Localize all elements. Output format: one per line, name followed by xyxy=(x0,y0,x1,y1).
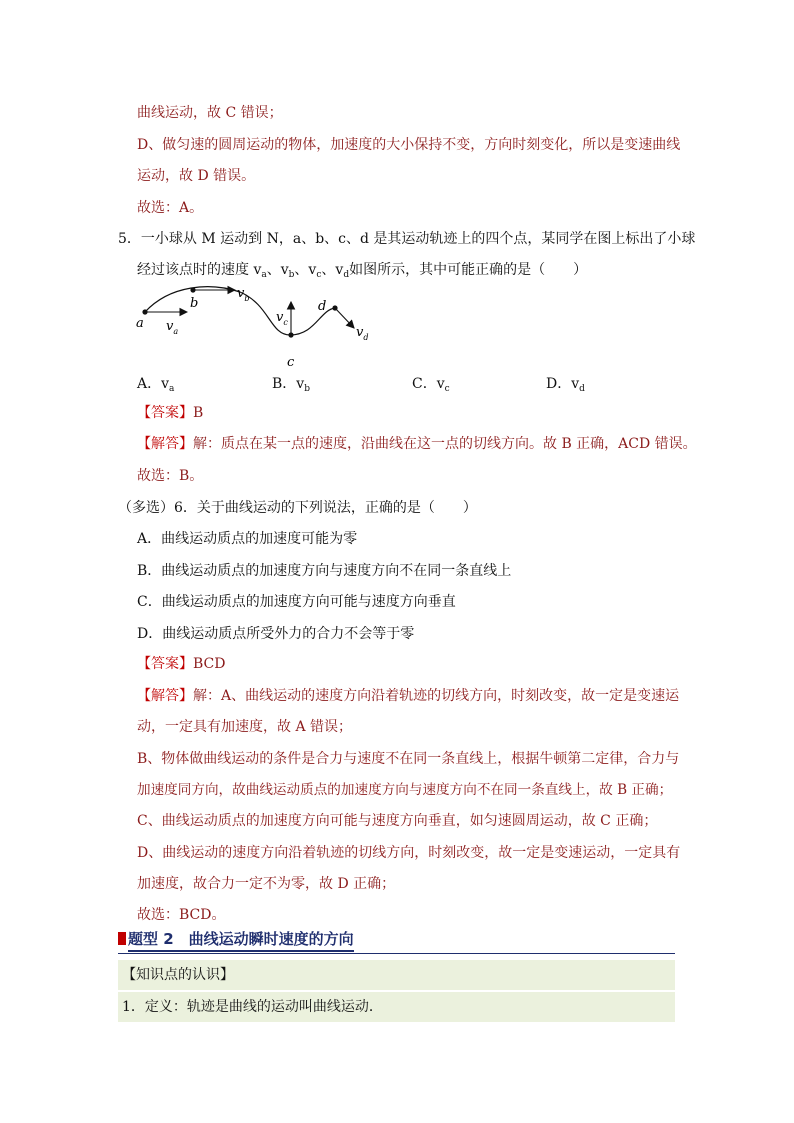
analysis-text-line: 加速度同方向，故曲线运动质点的加速度方向与速度方向不在同一条直线上，故 B 正确； xyxy=(137,782,673,798)
label-a: a xyxy=(136,316,144,331)
label-b: b xyxy=(190,296,199,311)
label-vb: $v_b$ xyxy=(237,286,250,303)
subscript: c xyxy=(444,384,450,394)
analysis-line xyxy=(137,434,697,454)
subscript: c xyxy=(316,270,322,280)
label-vc: $v_c$ xyxy=(276,310,288,327)
knowledge-definition-box xyxy=(118,992,675,1022)
option-c xyxy=(412,374,450,399)
label-vd: $v_d$ xyxy=(356,325,369,342)
question-6-stem: （多选）6．关于曲线运动的下列说法，正确的是（ ） xyxy=(118,500,477,516)
trajectory-figure xyxy=(130,280,380,372)
heading-rule xyxy=(118,953,675,954)
subscript: a xyxy=(261,270,267,280)
option-text: D．v xyxy=(546,376,580,392)
option-a: A．曲线运动质点的加速度可能为零 xyxy=(137,531,358,547)
analysis-text-line: 运动，故 D 错误。 xyxy=(137,168,256,184)
analysis-text-line: D、曲线运动的速度方向沿着轨迹的切线方向，时刻改变，故一定是变速运动，一定具有 xyxy=(137,845,681,861)
subscript: b xyxy=(304,384,310,394)
option-b: B．曲线运动质点的加速度方向与速度方向不在同一条直线上 xyxy=(137,563,512,579)
separator: 、 xyxy=(321,262,336,278)
option-a xyxy=(137,374,174,399)
label-va: $v_a$ xyxy=(166,319,179,336)
section-title: 题型 2 曲线运动瞬时速度的方向 xyxy=(128,928,354,952)
option-text: C．v xyxy=(412,376,445,392)
separator: 、 xyxy=(266,262,281,278)
option-text: B．v xyxy=(272,376,305,392)
label-c: c xyxy=(287,355,295,370)
analysis-text-line: 动，一定具有加速度，故 A 错误； xyxy=(137,719,353,735)
analysis-line xyxy=(137,686,679,706)
option-b xyxy=(272,374,310,399)
analysis-text: 解：质点在某一点的速度，沿曲线在这一点的切线方向。故 B 正确，ACD 错误。 xyxy=(193,436,697,452)
velocity-arrow-d xyxy=(335,308,354,328)
question-5-stem: 5．一小球从 M 运动到 N，a、b、c、d 是其运动轨迹上的四个点，某同学在图上标出了小球 xyxy=(118,231,696,247)
analysis-label: 【解答】 xyxy=(137,436,193,452)
option-text: A．v xyxy=(137,376,170,392)
stem-text: 经过该点时的速度 v xyxy=(137,262,262,278)
choice-line: 故选：BCD。 xyxy=(137,907,226,923)
question-5-stem-line2: 经过该点时的速度 $v_a$、$v_b$、$v_c$、$v_d$如图所示，其中可能正确的是（ ） xyxy=(137,262,588,280)
heading-marker xyxy=(118,932,126,945)
section-heading xyxy=(118,928,675,950)
answer-label: 【答案】 xyxy=(137,405,193,421)
analysis-text-line: B、物体做曲线运动的条件是合力与速度不在同一条直线上，根据牛顿第二定律，合力与 xyxy=(137,751,680,767)
option-d xyxy=(546,374,585,399)
analysis-text-line: 加速度，故合力一定不为零，故 D 正确； xyxy=(137,876,396,892)
separator: 、 xyxy=(294,262,309,278)
subscript: a xyxy=(169,384,175,394)
subscript: b xyxy=(288,270,295,280)
answer-line xyxy=(137,654,225,674)
subscript: d xyxy=(579,384,585,394)
analysis-text-line: C、曲线运动质点的加速度方向可能与速度方向垂直，如匀速圆周运动，故 C 正确； xyxy=(137,813,658,829)
stem-text: 如图所示，其中可能正确的是（ ） xyxy=(349,262,588,278)
knowledge-definition: 1．定义：轨迹是曲线的运动叫曲线运动． xyxy=(122,999,383,1015)
point-c xyxy=(288,332,293,337)
answer-line xyxy=(137,403,203,423)
label-d: d xyxy=(318,299,327,314)
analysis-text-line: D、做匀速的圆周运动的物体，加速度的大小保持不变，方向时刻变化，所以是变速曲线 xyxy=(137,137,681,153)
analysis-text-line: 曲线运动，故 C 错误； xyxy=(137,105,283,121)
analysis-text: 解：A、曲线运动的速度方向沿着轨迹的切线方向，时刻改变，故一定是变速运 xyxy=(193,688,680,704)
choice-line: 故选：B。 xyxy=(137,468,204,484)
choice-line: 故选：A。 xyxy=(137,200,204,216)
answer-value: BCD xyxy=(193,656,226,672)
subscript: d xyxy=(343,270,350,280)
answer-value: B xyxy=(193,405,204,421)
knowledge-heading: 【知识点的认识】 xyxy=(122,967,234,983)
option-d: D．曲线运动质点所受外力的合力不会等于零 xyxy=(137,626,415,642)
analysis-label: 【解答】 xyxy=(137,688,193,704)
answer-label: 【答案】 xyxy=(137,656,193,672)
option-c: C．曲线运动质点的加速度方向可能与速度方向垂直 xyxy=(137,594,456,610)
knowledge-heading-box xyxy=(118,960,675,990)
